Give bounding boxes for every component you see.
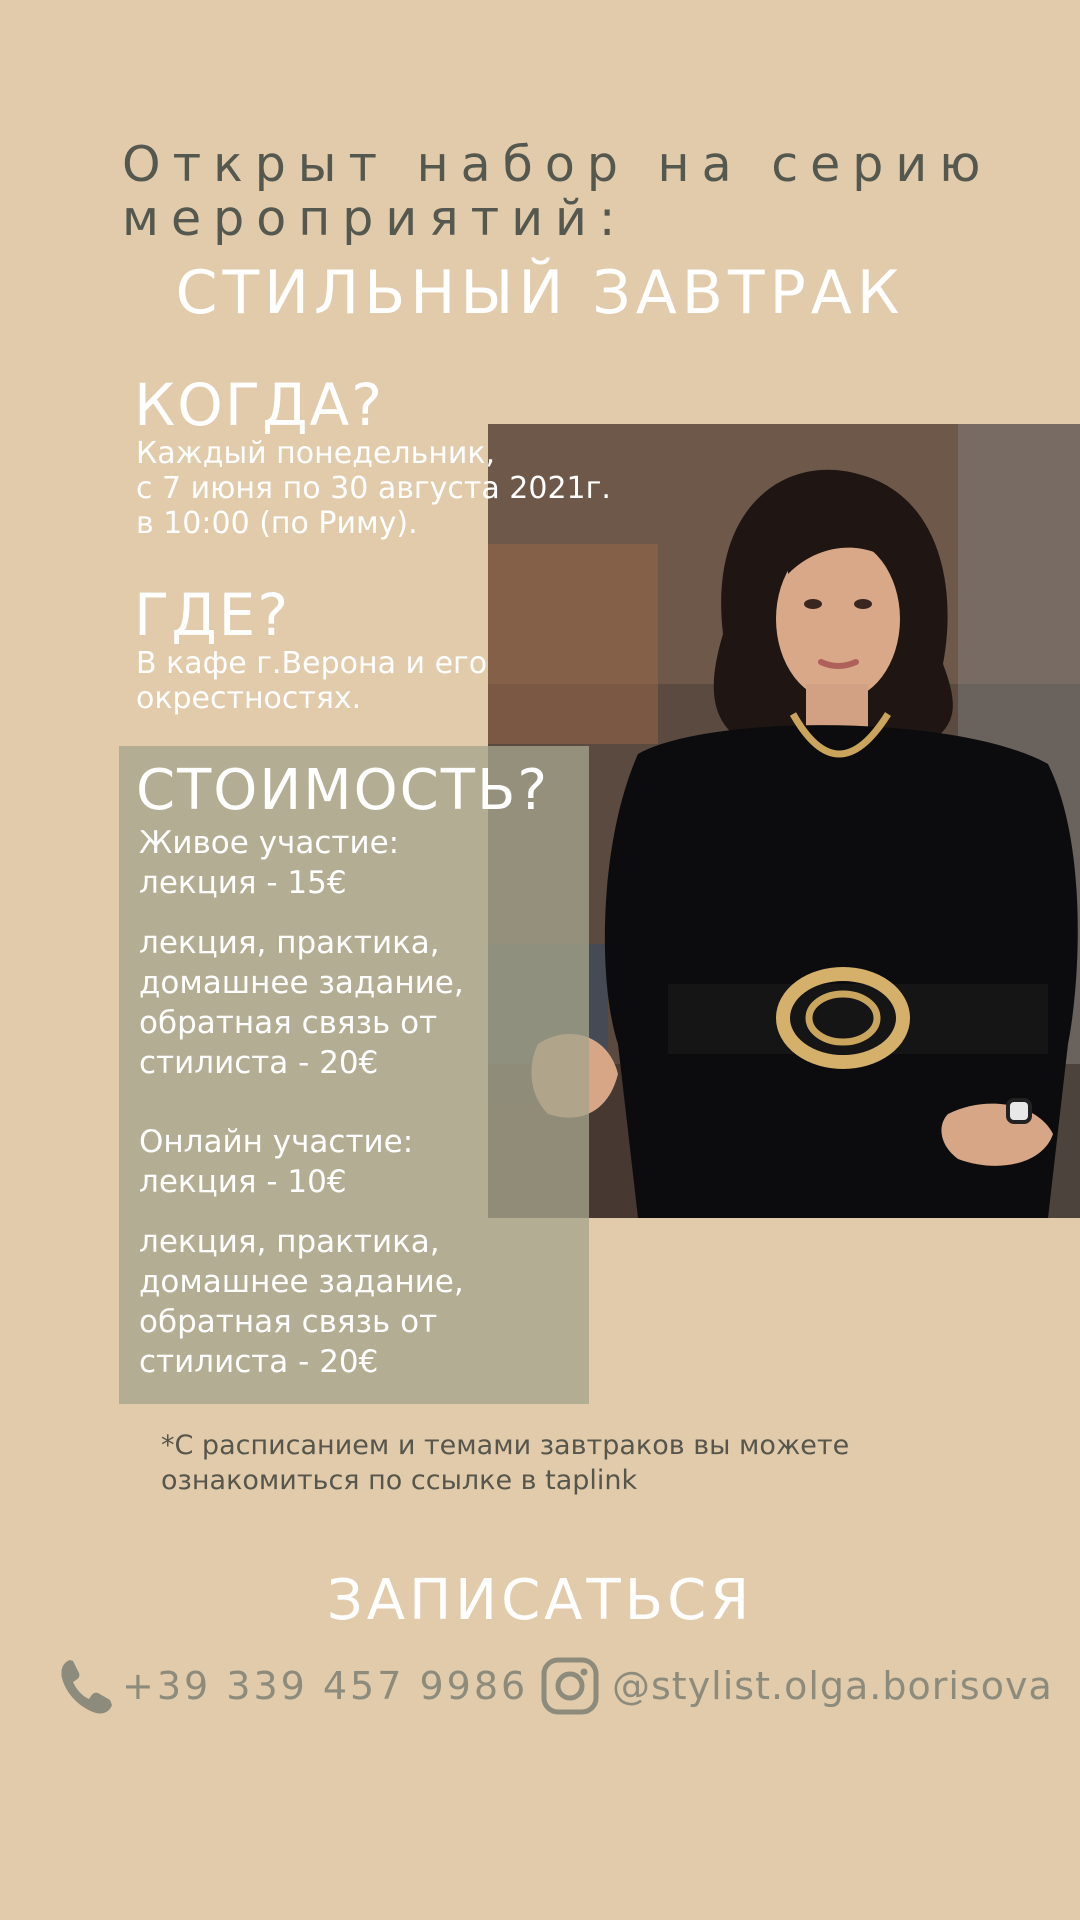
instagram-handle: @stylist.olga.borisova — [612, 1664, 1053, 1708]
live-full-line-2: домашнее задание, — [139, 965, 464, 1001]
schedule-note — [161, 1428, 849, 1498]
where-line-1: В кафе г.Верона и его — [136, 646, 488, 681]
live-label: Живое участие: — [139, 825, 400, 861]
online-full-line-2: домашнее задание, — [139, 1264, 464, 1300]
online-lecture-price: лекция - 10€ — [139, 1164, 347, 1200]
phone-icon — [58, 1656, 114, 1716]
when-line-1: Каждый понедельник, — [136, 436, 496, 471]
price-title: СТОИМОСТЬ? — [136, 758, 550, 823]
online-full-line-3: обратная связь от — [139, 1304, 438, 1340]
online-label: Онлайн участие: — [139, 1124, 414, 1160]
event-title: СТИЛЬНЫЙ ЗАВТРАК — [175, 258, 905, 328]
live-full-line-4: стилиста - 20€ — [139, 1045, 379, 1081]
instagram-icon — [541, 1657, 599, 1715]
online-full-line-4: стилиста - 20€ — [139, 1344, 379, 1380]
when-line-3: в 10:00 (по Риму). — [136, 506, 418, 541]
note-line-2: ознакомиться по ссылке в taplink — [161, 1465, 638, 1496]
where-title: ГДЕ? — [134, 581, 291, 649]
intro-line-2: мероприятий: — [122, 190, 628, 247]
phone-number: +39 339 457 9986 — [122, 1664, 529, 1708]
note-line-1: *С расписанием и темами завтраков вы можете — [161, 1430, 850, 1461]
live-basic-price — [139, 823, 399, 903]
live-full-line-3: обратная связь от — [139, 1005, 438, 1041]
live-full-price — [139, 923, 464, 1083]
intro-line-1: Открыт набор на серию — [122, 136, 993, 193]
online-full-line-1: лекция, практика, — [139, 1224, 440, 1260]
when-text — [136, 436, 611, 541]
when-title: КОГДА? — [134, 371, 384, 439]
when-line-2: с 7 июня по 30 августа 2021г. — [136, 471, 611, 506]
online-basic-price — [139, 1122, 413, 1202]
where-line-2: окрестностях. — [136, 681, 362, 716]
online-full-price — [139, 1222, 464, 1382]
where-text — [136, 646, 487, 716]
signup-call-to-action: ЗАПИСАТЬСЯ — [326, 1568, 754, 1633]
live-lecture-price: лекция - 15€ — [139, 865, 347, 901]
live-full-line-1: лекция, практика, — [139, 925, 440, 961]
intro-heading — [122, 138, 1002, 246]
